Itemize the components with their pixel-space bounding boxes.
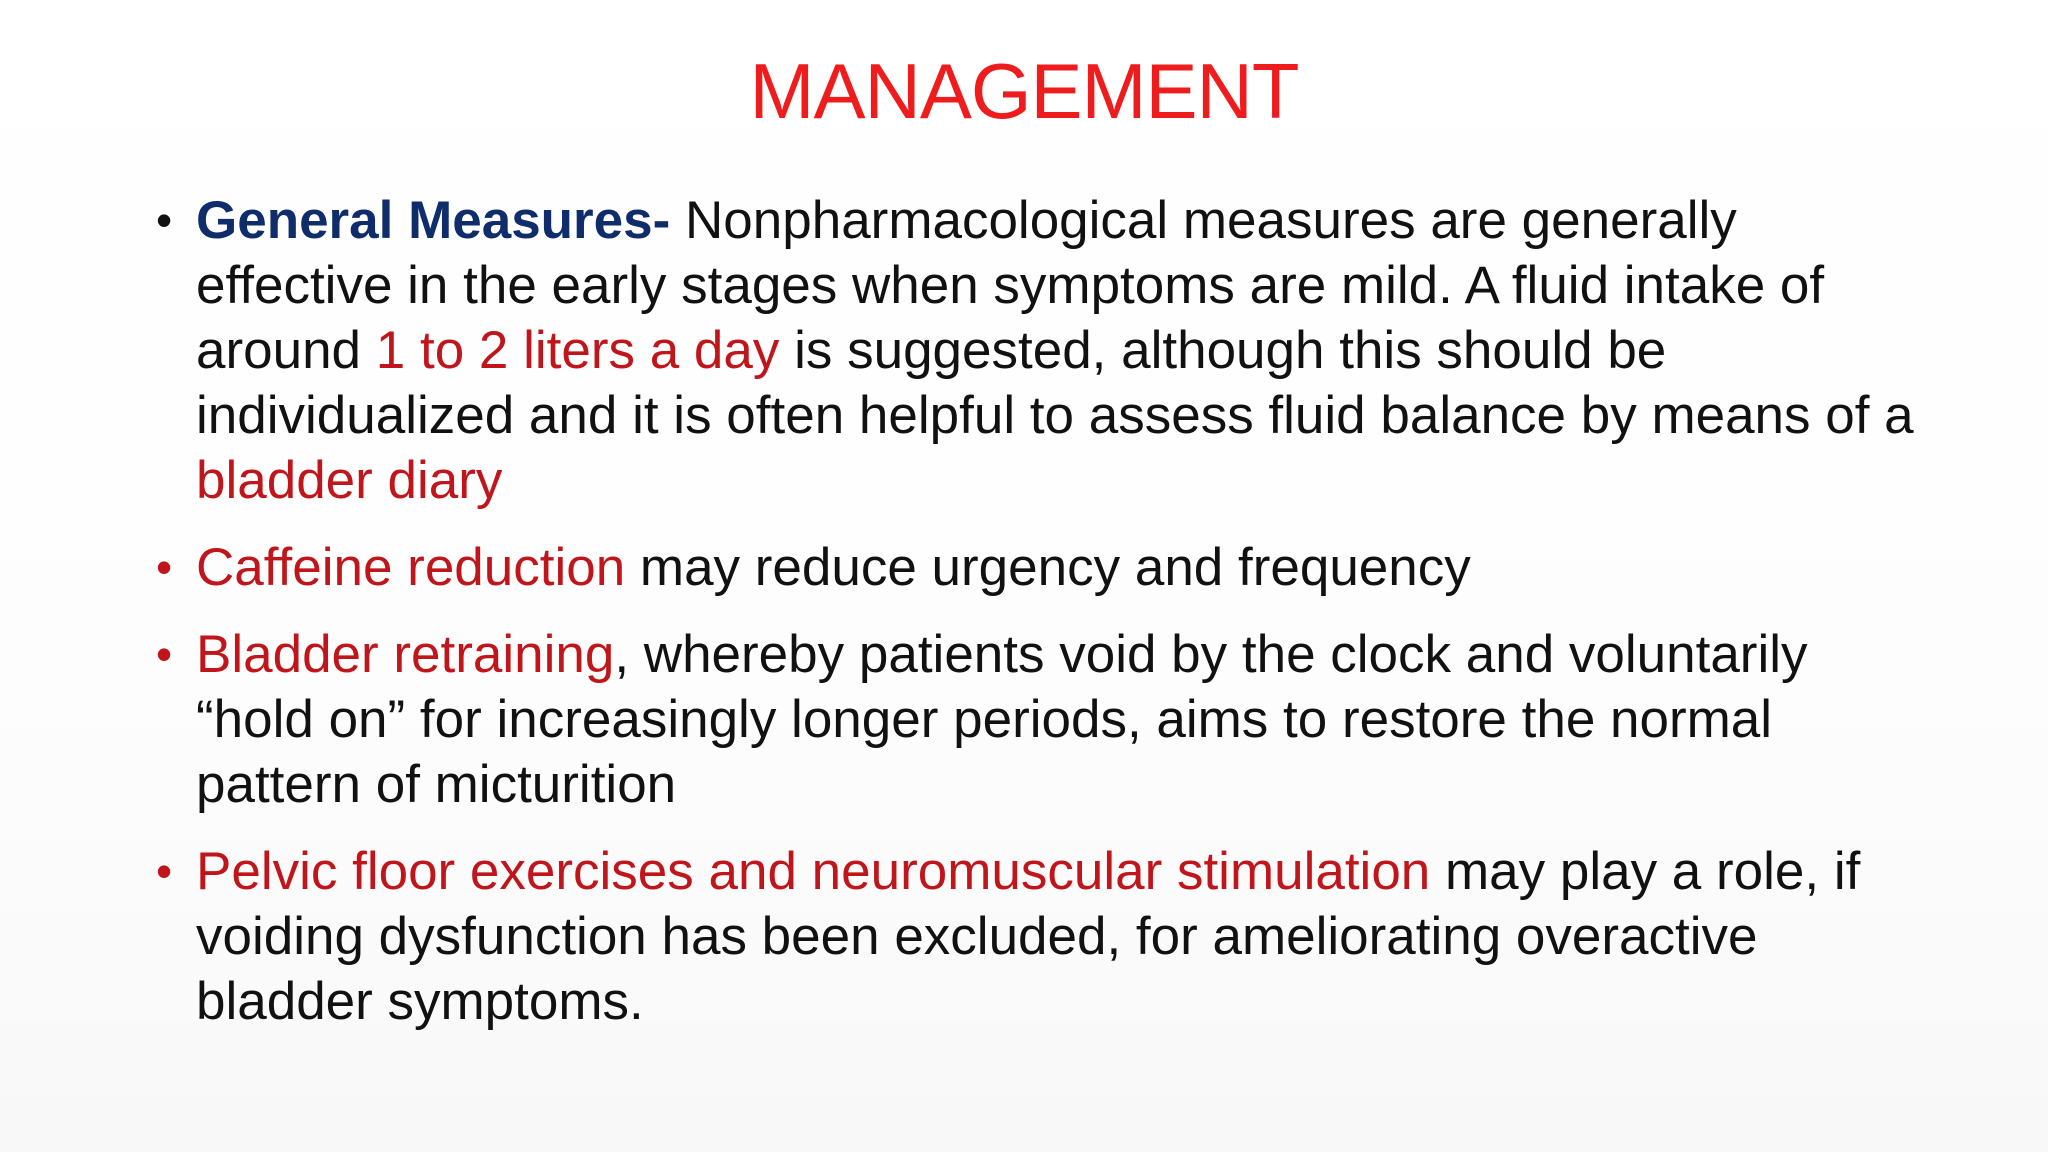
bullet-caffeine-reduction [156,535,1916,600]
pelvic-floor-highlight: Pelvic floor exercises and neuromuscular stimulation [196,842,1431,901]
bullet-dot: • [156,541,173,593]
bullet-dot: • [156,845,173,897]
general-measures-heading: General Measures- [196,191,671,250]
bullet-dot: • [156,628,173,680]
slide-title: MANAGEMENT [749,47,1299,135]
bladder-retraining-text: , whereby patients void by the clock and voluntarily “hold on” for increasingly longer periods, aims to restore the normal pattern of micturition [196,625,1808,814]
bullet-list [156,188,1916,1056]
bullet-pelvic-floor [156,839,1916,1034]
general-measures-text: Nonpharmacological measures are generally effective in the early stages when symptoms are mild. A fluid intake of around [196,191,1825,380]
general-measures-text-2: is suggested, although this should be individualized and it is often helpful to assess fluid balance by means of a [196,321,1914,445]
bullet-dot: • [156,194,173,246]
pelvic-floor-text: may play a role, if voiding dysfunction has been excluded, for ameliorating overactive bladder symptoms. [196,842,1861,1031]
caffeine-reduction-text: may reduce urgency and frequency [625,538,1471,597]
bullet-general-measures [156,188,1916,513]
fluid-intake-highlight: 1 to 2 liters a day [375,321,780,380]
bullet-bladder-retraining [156,622,1916,817]
bladder-diary-highlight: bladder diary [196,451,503,510]
bladder-retraining-highlight: Bladder retraining [196,625,615,684]
caffeine-reduction-highlight: Caffeine reduction [196,538,626,597]
